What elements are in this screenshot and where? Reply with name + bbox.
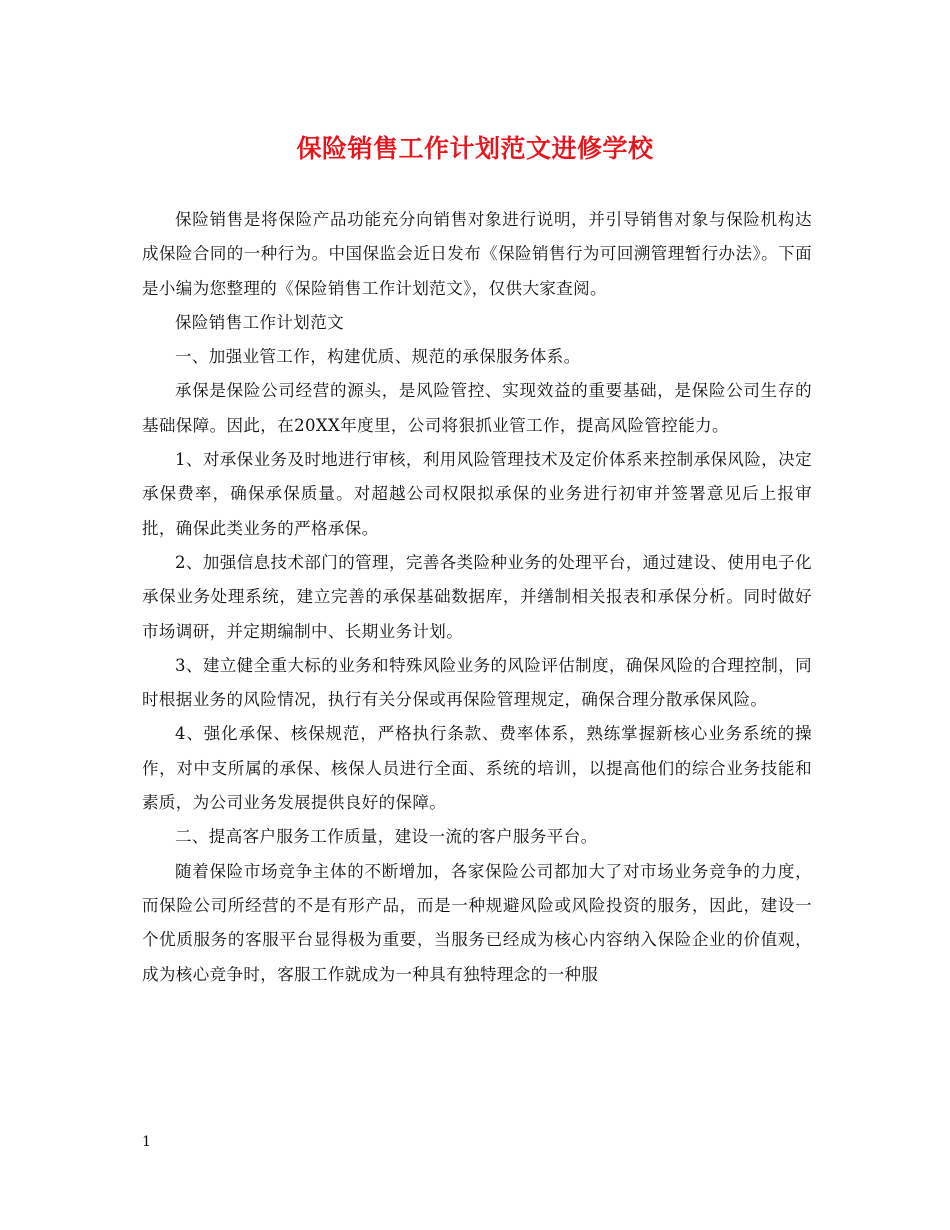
paragraph-underwriting: 承保是保险公司经营的源头，是风险管控、实现效益的重要基础，是保险公司生存的基础保障。因此，在20XX年度里，公司将狠抓业管工作，提高风险管控能力。 — [142, 381, 812, 435]
paragraph-customer-service: 随着保险市场竞争主体的不断增加，各家保险公司都加大了对市场业务竞争的力度，而保险公司所经营的不是有形产品，而是一种规避风险或风险投资的服务，因此，建设一个优质服务的客服平台显得极为重要，当服务已经成为核心内容纳入保险企业的价值观，成为核心竞争时，客服工作就成为一种具有独特理念的一种服 — [142, 861, 812, 984]
section-heading-2: 二、提高客户服务工作质量，建设一流的客户服务平台。 — [175, 827, 598, 847]
list-item-3: 3、建立健全重大标的业务和特殊风险业务的风险评估制度，确保风险的合理控制，同时根据业务的风险情况，执行有关分保或再保险管理规定，确保合理分散承保风险。 — [142, 655, 812, 710]
paragraph-intro: 保险销售是将保险产品功能充分向销售对象进行说明，并引导销售对象与保险机构达成保险合同的一种行为。中国保监会近日发布《保险销售行为可回溯管理暂行办法》。下面是小编为您整理的《保险销售工作计划范文》，仅供大家查阅。 — [142, 210, 812, 298]
list-item-4: 4、强化承保、核保规范，严格执行条款、费率体系，熟练掌握新核心业务系统的操作，对中支所属的承保、核保人员进行全面、系统的培训，以提高他们的综合业务技能和素质，为公司业务发展提供良好的保障。 — [142, 724, 812, 813]
list-item-1: 1、对承保业务及时地进行审核，利用风险管理技术及定价体系来控制承保风险，决定承保费率，确保承保质量。对超越公司权限拟承保的业务进行初审并签署意见后上报审批，确保此类业务的严格承保。 — [142, 450, 812, 538]
paragraph-subtitle: 保险销售工作计划范文 — [175, 312, 344, 332]
page-number: 1 — [142, 1134, 151, 1150]
document-body — [142, 203, 812, 992]
list-item-2: 2、加强信息技术部门的管理，完善各类险种业务的处理平台，通过建设、使用电子化承保业务处理系统，建立完善的承保基础数据库，并缮制相关报表和承保分析。同时做好市场调研，并定期编制中、长期业务计划。 — [142, 552, 812, 641]
document-title: 保险销售工作计划范文进修学校 — [296, 134, 654, 163]
section-heading-1: 一、加强业管工作，构建优质、规范的承保服务体系。 — [175, 347, 581, 367]
